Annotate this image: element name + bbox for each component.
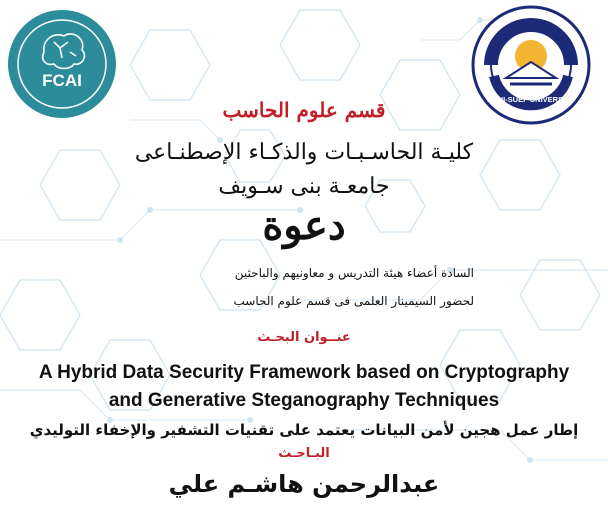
faculty-name: كليـة الحاسـبـات والذكـاء الإصطنـاعى bbox=[134, 140, 474, 165]
research-title-english-line-1: A Hybrid Data Security Framework based on Cryptography bbox=[38, 362, 570, 383]
department-title: قسم علوم الحاسب bbox=[222, 98, 386, 122]
researcher-name: عبدالرحمن هاشـم علي bbox=[168, 470, 440, 498]
research-title-label: عنــوان البحـث bbox=[257, 330, 351, 345]
invitation-line-1: السادة أعضاء هيئة التدريس و معاونيهم والباحثين bbox=[234, 266, 474, 280]
researcher-label: البـاحـث bbox=[278, 446, 330, 461]
fcai-logo-text: FCAI bbox=[42, 71, 82, 90]
university-name: جامعـة بنى سـويف bbox=[218, 174, 390, 199]
research-title-english-line-2: and Generative Steganography Techniques bbox=[108, 390, 500, 411]
invitation-heading: دعوة bbox=[262, 202, 346, 249]
invitation-line-2: لحضور السيمينار العلمى فى قسم علوم الحاسب bbox=[233, 294, 474, 308]
bsu-logo-text: BENI-SUEF UNIVERSITY bbox=[487, 95, 575, 104]
research-title-arabic: إطار عمل هجين لأمن البيانات يعتمد على تقنيات التشفير والإخفاء التوليدي bbox=[29, 421, 579, 439]
